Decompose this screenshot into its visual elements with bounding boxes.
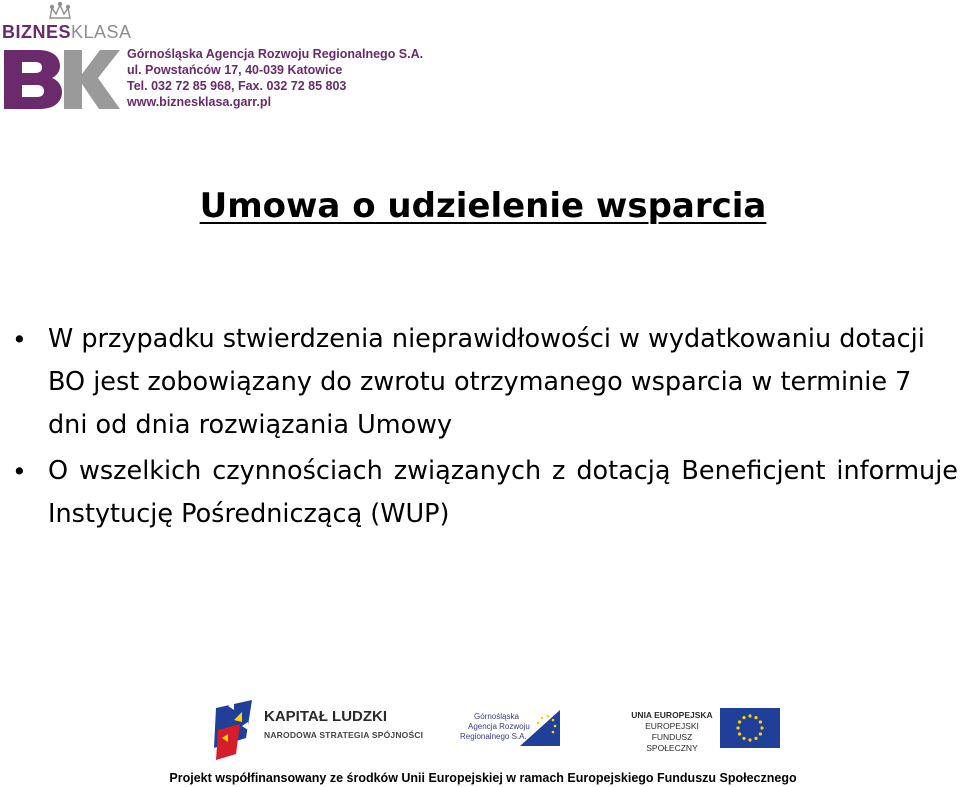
garr-line: Agencja Rozwoju bbox=[468, 722, 530, 731]
bullet-list bbox=[12, 318, 958, 539]
kapital-ludzki-icon bbox=[212, 700, 262, 760]
bullet-item bbox=[12, 450, 958, 536]
cofinancing-note: Projekt współfinansowany ze środków Unii Europejskiej w ramach Europejskiego Funduszu Społecznego bbox=[169, 771, 797, 785]
kapital-ludzki-subtitle: NARODOWA STRATEGIA SPÓJNOŚCI bbox=[264, 730, 424, 740]
contact-address: ul. Powstańców 17, 40-039 Katowice bbox=[127, 63, 343, 77]
contact-phone: Tel. 032 72 85 968, Fax. 032 72 85 803 bbox=[127, 79, 347, 93]
bullet-text: O wszelkich czynnościach związanych z dotacją Beneficjent informuje Instytucję Pośredniczącą (WUP) bbox=[48, 456, 958, 529]
garr-line: Regionalnego S.A. bbox=[460, 732, 527, 741]
garr-line: Górnośląska bbox=[474, 712, 519, 721]
bullet-text: W przypadku stwierdzenia nieprawidłowości w wydatkowaniu dotacji BO jest zobowiązany do zwrotu otrzymanego wsparcia w terminie 7 dni od dnia rozwiązania Umowy bbox=[48, 324, 925, 440]
biznesklasa-logo bbox=[2, 2, 122, 112]
eu-text bbox=[628, 710, 716, 754]
brand-name bbox=[2, 22, 132, 43]
slide-title: Umowa o udzielenie wsparcia bbox=[199, 186, 767, 226]
kapital-ludzki-logo bbox=[212, 700, 424, 760]
eu-flag-icon bbox=[720, 708, 780, 748]
garr-stars-icon bbox=[520, 710, 560, 746]
bullet-icon: • bbox=[12, 457, 27, 486]
eu-line: UNIA EUROPEJSKA bbox=[631, 710, 713, 720]
contact-block bbox=[127, 46, 423, 110]
bk-logo-icon bbox=[2, 2, 122, 112]
kapital-ludzki-title: KAPITAŁ LUDZKI bbox=[264, 708, 388, 725]
brand-name-bold: BIZNES bbox=[2, 22, 72, 42]
letter-b-shape bbox=[4, 50, 62, 109]
eu-line: EUROPEJSKI bbox=[645, 721, 699, 731]
eu-line: FUNDUSZ SPOŁECZNY bbox=[646, 732, 698, 753]
letter-k-shape bbox=[64, 50, 120, 109]
crown-icon bbox=[50, 3, 70, 19]
contact-company: Górnośląska Agencja Rozwoju Regionalnego S.A. bbox=[127, 47, 424, 61]
footer bbox=[0, 690, 960, 787]
brand-name-light: KLASA bbox=[71, 22, 132, 42]
eu-logo bbox=[628, 706, 783, 754]
contact-website: www.biznesklasa.garr.pl bbox=[127, 95, 272, 109]
garr-logo bbox=[460, 708, 560, 758]
bullet-item bbox=[12, 318, 958, 447]
bullet-icon: • bbox=[12, 325, 27, 354]
